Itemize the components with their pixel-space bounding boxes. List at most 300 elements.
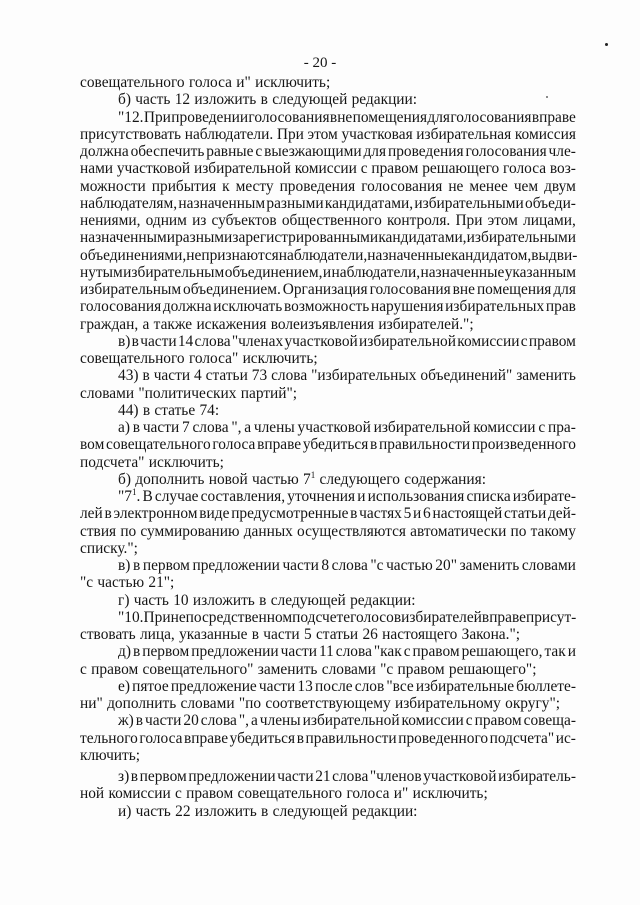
text-word: части (263, 626, 300, 643)
text-word: исключить; (148, 453, 224, 471)
text-word: нарушения (370, 298, 444, 316)
text-word: исключить; (412, 785, 488, 803)
text-word: с (255, 143, 263, 160)
text-word: прибытия (151, 177, 217, 195)
text-word: исключить; (255, 74, 331, 91)
text-line (80, 419, 576, 436)
text-word: случае (154, 488, 199, 505)
text-word: первом (142, 557, 190, 574)
text-word: 12 (174, 91, 191, 109)
text-word: частях (359, 505, 402, 523)
text-word: а (250, 712, 258, 730)
text-word: автоматически (410, 522, 507, 540)
text-word: следующей (272, 91, 348, 109)
text-word: предусмотренные (231, 505, 349, 523)
text-word: ни" (80, 695, 103, 712)
text-word: тельного (80, 729, 138, 747)
text-line (80, 367, 576, 384)
text-line (80, 126, 576, 143)
text-word: уточнения (287, 488, 356, 505)
text-word: а (142, 315, 150, 333)
text-word: правом (474, 712, 522, 730)
text-line (80, 488, 576, 505)
text-word: суммированию (140, 522, 240, 540)
text-word: совещательного (106, 436, 211, 454)
text-word: части (140, 332, 177, 350)
text-line (80, 574, 576, 591)
text-word: и" (236, 74, 251, 91)
text-word: по (120, 522, 137, 540)
text-word: наблюдателям, (80, 194, 178, 212)
text-word: изложить (192, 591, 255, 609)
text-word: объединениями, (80, 246, 187, 264)
text-word: в (261, 802, 269, 820)
text-word: вправе (531, 108, 576, 126)
text-word: статье (154, 401, 196, 419)
text-word: голосования (450, 108, 532, 126)
text-word: б) (118, 91, 131, 109)
text-word: избиратель- (498, 768, 576, 785)
text-line (80, 74, 576, 91)
text-word: голосования (248, 108, 330, 126)
text-word: чем (513, 177, 539, 195)
text-word: настоящей (432, 505, 503, 523)
text-line (80, 523, 576, 540)
text-word: с (174, 785, 182, 803)
text-line (80, 540, 576, 557)
text-word: "политических (138, 384, 237, 402)
text-word: назначенные (420, 263, 505, 281)
text-word: убедиться (302, 436, 369, 454)
text-word: такому (530, 522, 576, 540)
text-word: правом (412, 643, 460, 661)
text-word: часть (135, 802, 171, 820)
text-word: 74: (199, 401, 220, 419)
text-word: При (276, 125, 304, 143)
text-word: исключить; (242, 350, 318, 367)
text-word: правом (371, 160, 419, 178)
text-word: голоса (188, 74, 232, 91)
text-word: списку."; (80, 539, 138, 557)
text-word: вправе (184, 729, 229, 747)
text-word: электронном (113, 505, 198, 523)
text-word: лица, (139, 626, 175, 643)
text-word: 44) (118, 401, 139, 419)
text-word: убедиться (229, 729, 296, 747)
text-word: правильности (379, 436, 471, 454)
text-word: правом (186, 785, 234, 803)
text-line (80, 557, 576, 574)
text-word: в (130, 768, 139, 785)
text-word: следующей (272, 802, 348, 820)
text-word: участковая (341, 125, 413, 143)
text-word: 21"; (148, 574, 175, 592)
text-word: дополнить (135, 470, 205, 488)
text-word: присут- (525, 608, 577, 626)
text-word: слова (332, 768, 369, 785)
text-line (80, 768, 576, 785)
text-word: в (132, 557, 141, 574)
text-line (80, 454, 576, 471)
text-line (80, 298, 576, 315)
text-word: проведения (387, 143, 464, 160)
text-word: предложение (170, 677, 257, 695)
text-word: заменить (459, 557, 520, 574)
text-word: д) (118, 643, 131, 661)
text-word: части (145, 712, 182, 730)
text-word: не (448, 177, 464, 195)
text-word: так (544, 643, 566, 661)
text-word: "как (373, 643, 402, 661)
text-word: назначенными (80, 229, 175, 247)
text-word: подсчете (292, 608, 351, 626)
text-word: 5 (303, 626, 312, 643)
text-line (80, 609, 576, 626)
text-word: 22 (175, 802, 191, 820)
text-word: голоса (212, 436, 256, 454)
text-line (80, 91, 576, 108)
text-word: ной (80, 785, 105, 803)
text-word: и" (393, 785, 409, 803)
text-word: признаются (201, 246, 279, 264)
text-word: "членах (231, 332, 284, 350)
text-word: для (363, 143, 387, 160)
text-word: слова (194, 332, 231, 350)
text-word: решающего, (461, 643, 543, 661)
text-word: выезжающими (264, 143, 362, 160)
text-word: к (222, 177, 230, 195)
text-word: избирате- (512, 488, 576, 505)
text-line (80, 747, 576, 764)
text-word: 20 (183, 712, 199, 730)
text-word: избирательным (80, 281, 182, 298)
text-word: избирательной (302, 712, 400, 730)
text-word: разными (175, 229, 233, 247)
text-line (80, 281, 576, 298)
text-word: этом (307, 125, 338, 143)
text-word: 43) (118, 367, 139, 385)
text-line (80, 803, 576, 820)
text-word: наблюдатели. (184, 125, 274, 143)
text-word: избирательной (193, 160, 291, 178)
text-word: ", (238, 712, 249, 730)
text-line (80, 471, 576, 488)
text-word: избирательным (123, 263, 225, 281)
text-line (80, 229, 576, 246)
text-word: избирательными (466, 229, 576, 247)
text-word: в) (118, 332, 131, 350)
text-word: 26 (362, 626, 378, 643)
text-word: не (186, 246, 202, 264)
text-word: члены (259, 712, 301, 730)
text-word: вом (80, 436, 105, 454)
text-word: равные (206, 143, 254, 160)
text-word: в (142, 401, 151, 419)
text-word: участковой (297, 419, 371, 436)
text-word: 21 (315, 768, 331, 785)
text-word: голосования (465, 143, 547, 160)
text-word: проведения (279, 177, 356, 195)
text-word: слов (354, 677, 385, 695)
text-word: слова (192, 419, 229, 436)
text-word: волеизъявления (270, 315, 375, 333)
text-word: этом (487, 212, 518, 229)
text-word: нами (80, 160, 114, 178)
text-word: с (80, 660, 87, 678)
text-line (80, 643, 576, 660)
text-line (80, 730, 576, 747)
text-word: исключать (213, 298, 283, 316)
text-word: и (567, 643, 576, 661)
text-word: При (143, 108, 171, 126)
text-word: объединений" (420, 367, 513, 385)
text-word: "членов (369, 768, 422, 785)
text-word: бюллете- (516, 677, 576, 695)
text-word: предложении (192, 557, 280, 574)
text-word: виде (199, 505, 230, 523)
text-word: нутым (80, 263, 123, 281)
text-word: должна (80, 143, 129, 160)
document-body (80, 74, 576, 820)
text-word: в (251, 626, 259, 643)
text-word: предложении (188, 768, 276, 785)
text-word: "12. (118, 108, 144, 126)
text-word: партий"; (240, 384, 298, 402)
text-word: из (192, 212, 207, 229)
text-word: в (370, 436, 378, 454)
text-word: и) (118, 802, 132, 820)
text-word: и (357, 488, 366, 505)
text-line (80, 109, 576, 126)
text-word: непосредственном (170, 608, 293, 626)
text-word: граждан, (80, 315, 139, 333)
text-word: назначенные (367, 246, 452, 264)
text-word: решающего (422, 160, 500, 178)
text-word: 4 (194, 367, 202, 385)
text-line (80, 592, 576, 609)
text-word: словами (321, 660, 376, 678)
text-word: списка (466, 488, 511, 505)
text-word: наблюдатели, (278, 246, 368, 264)
text-line (80, 712, 576, 729)
text-word: изложить (194, 802, 257, 820)
text-word: для (427, 108, 450, 126)
text-word: в (350, 505, 358, 523)
text-word: комиссии (294, 160, 357, 178)
text-line (80, 661, 576, 678)
text-word: помещения (476, 281, 552, 298)
text-word: голосования (369, 281, 451, 298)
text-word: с (520, 332, 528, 350)
text-word: голосов (350, 608, 402, 626)
text-word: в (132, 419, 141, 436)
text-word: "с (370, 557, 384, 574)
text-word: в (131, 332, 139, 350)
text-word: подсчета" (80, 453, 145, 471)
text-word: ствовать (80, 626, 136, 643)
text-word: кандидатом, (451, 246, 532, 264)
text-word: комиссии (473, 419, 536, 436)
text-word: словами (521, 557, 576, 574)
text-word: голосования (361, 177, 443, 195)
text-word: вне (452, 281, 475, 298)
text-word: указанным (504, 263, 576, 281)
text-word: правильности (305, 729, 397, 747)
text-word: первом (142, 643, 190, 661)
text-word: правом (528, 332, 576, 350)
text-word: субъектов (211, 212, 277, 229)
text-word: а (244, 419, 252, 436)
text-word: пра- (547, 419, 576, 436)
text-word: слова (335, 643, 372, 661)
text-word: части (280, 643, 317, 661)
text-word: статьи (315, 626, 359, 643)
text-word: избирательные (415, 677, 515, 695)
text-word: присутствовать (80, 125, 182, 143)
text-word: При (143, 608, 171, 626)
text-word: подсчета" (489, 729, 555, 747)
text-line (80, 333, 576, 350)
text-line (80, 436, 576, 453)
text-word: выдви- (531, 246, 578, 264)
text-word: вне (329, 108, 353, 126)
text-word: г) (118, 591, 130, 609)
text-word: "все (386, 677, 414, 695)
text-word: избирательному (394, 695, 501, 712)
text-word: совеща- (523, 712, 576, 730)
text-word: участковой (116, 160, 191, 178)
text-word: дополнить (107, 695, 177, 712)
text-line (80, 160, 576, 177)
text-word: комиссии (457, 332, 520, 350)
text-word: контроля. (386, 212, 451, 229)
text-word: редакции: (350, 591, 416, 609)
text-word: части (258, 677, 296, 695)
text-word: вправе (257, 436, 302, 454)
text-word: избирательной (359, 332, 456, 350)
text-word: словами (80, 384, 135, 402)
text-word: настоящего (382, 626, 458, 643)
text-word: 10 (173, 591, 189, 609)
text-word: комиссии (401, 712, 464, 730)
text-word: частью (97, 574, 145, 592)
text-word: 5 (403, 505, 412, 523)
text-word: участковой (423, 768, 497, 785)
text-word: части (142, 419, 180, 436)
text-word: частью (252, 470, 299, 488)
text-word: совещательного (237, 785, 343, 803)
text-line (80, 785, 576, 802)
text-word: части (153, 367, 191, 385)
text-word: совещательного (80, 350, 185, 367)
text-word: статьи (205, 367, 248, 385)
text-word: проведенного (398, 729, 489, 747)
text-word: объеди- (525, 194, 576, 212)
text-word: в) (118, 557, 131, 574)
text-word: избирательной (373, 419, 471, 436)
text-word: помещения (352, 108, 428, 126)
text-word: з) (118, 768, 130, 785)
text-word: голосования (80, 298, 162, 316)
text-word: ж) (118, 712, 134, 730)
text-word: возможность (284, 298, 370, 316)
text-word: содержания: (404, 470, 487, 488)
text-word: следующего (319, 470, 400, 488)
text-word: в (132, 643, 141, 661)
text-word: в (135, 712, 144, 730)
text-word: прав (545, 298, 576, 316)
text-word: в (259, 591, 267, 609)
text-word: При (455, 212, 483, 229)
scan-speck (605, 43, 608, 46)
text-word: комиссия (514, 125, 576, 143)
text-word: произведенного (471, 436, 576, 454)
text-line (80, 695, 576, 712)
text-word: редакции: (352, 802, 418, 820)
text-word: $7^1$ (303, 469, 316, 488)
text-word: ключить; (80, 746, 141, 764)
text-word: 8 (321, 557, 330, 574)
text-word: с (403, 643, 411, 661)
text-word: словами (180, 695, 235, 712)
text-line (80, 178, 576, 195)
text-word: лей (80, 505, 103, 523)
text-word: участковой (284, 332, 358, 350)
text-word: а) (118, 419, 130, 436)
text-word: избирателей (401, 608, 482, 626)
text-word: части (277, 768, 314, 785)
text-word: дей- (547, 505, 576, 523)
text-word: после (314, 677, 353, 695)
text-word: б) (118, 470, 131, 488)
text-word: совещательного (80, 74, 185, 91)
text-word: с (538, 419, 546, 436)
text-word: первом (139, 768, 187, 785)
text-word: части (282, 557, 319, 574)
text-word: "$7^1$. (118, 487, 141, 505)
text-word: В (142, 488, 153, 505)
text-word: е) (118, 677, 130, 695)
text-word: по (510, 522, 527, 540)
text-word: данных (243, 522, 293, 540)
text-word: в (296, 729, 304, 747)
text-line (80, 264, 576, 281)
text-word: составления, (200, 488, 286, 505)
text-word: избирательная (416, 125, 512, 143)
text-word: голоса (346, 785, 390, 803)
text-word: пятое (132, 677, 169, 695)
text-word: разными (266, 194, 324, 212)
text-word: 73 (251, 367, 268, 385)
text-word: редакции: (351, 91, 418, 109)
text-word: слова (200, 712, 237, 730)
text-word: предложении (191, 643, 279, 661)
text-word: частью (386, 557, 433, 574)
text-word: избирательными (414, 194, 524, 212)
text-line (80, 195, 576, 212)
text-word: проведении (171, 108, 249, 126)
text-line (80, 626, 576, 643)
text-word: для (553, 281, 576, 298)
text-word: в (104, 505, 112, 523)
text-line (80, 505, 576, 522)
text-word: с (360, 160, 368, 178)
text-word: заменить (257, 660, 318, 678)
text-line (80, 212, 576, 229)
text-line (80, 678, 576, 695)
text-word: указанные (179, 626, 248, 643)
text-word: часть (135, 91, 171, 109)
